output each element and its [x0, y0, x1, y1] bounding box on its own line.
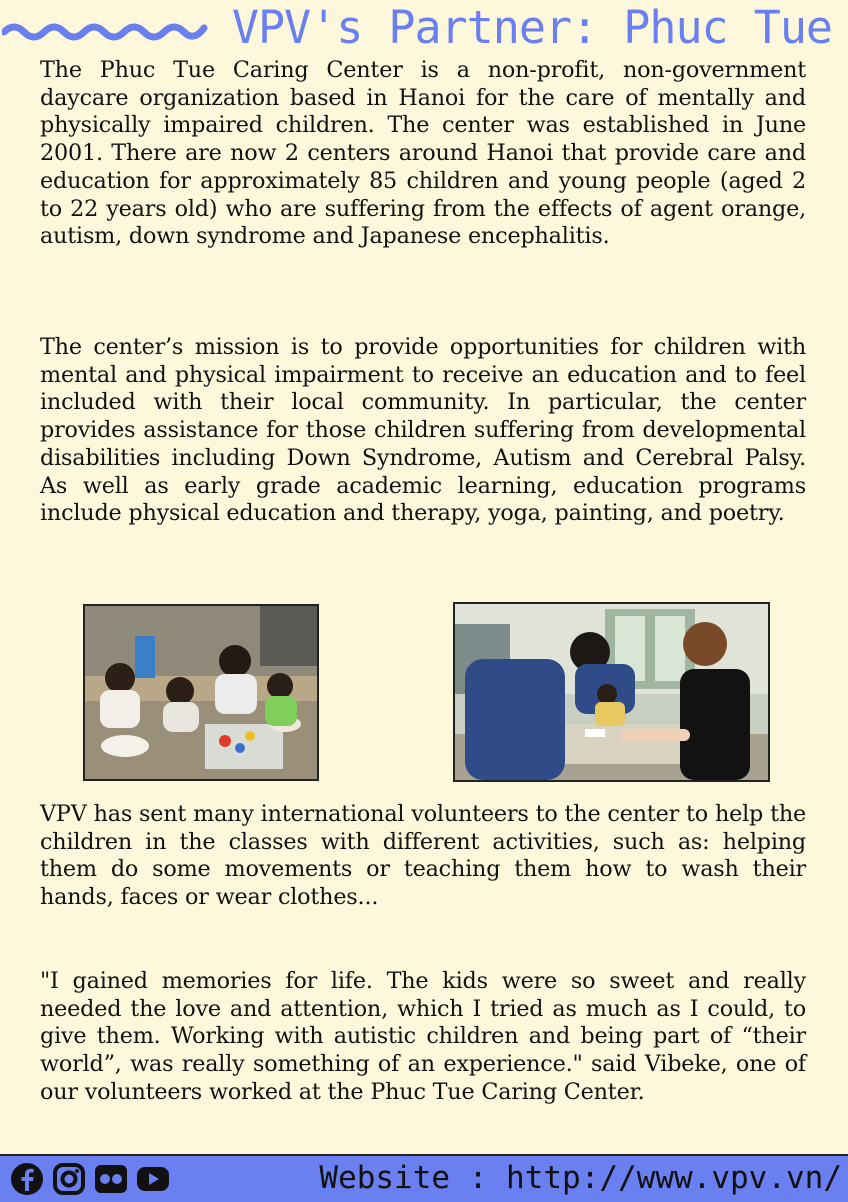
mission-paragraph: The center’s mission is to provide opportunities for children with mental and physical impairment to receive an education and to feel included with their local community. In particular, the center provides assistance for those children suffering from developmental disabilities including Down Syndrome, Autism and Cerebral Palsy. As well as early grade academic learning, education programs include physical education and therapy, yoga, painting, and poetry. [40, 334, 806, 527]
children-painting-photo [83, 604, 319, 781]
social-links [10, 1162, 170, 1196]
footer [0, 1154, 848, 1202]
instagram-icon[interactable] [52, 1162, 86, 1196]
wave-decoration [2, 14, 216, 44]
flickr-icon[interactable] [94, 1162, 128, 1196]
youtube-icon[interactable] [136, 1162, 170, 1196]
page-title: VPV's Partner: Phuc Tue [231, 1, 832, 54]
volunteers-paragraph: VPV has sent many international volunteers to the center to help the children in the classes with different activities, such as: helping them do some movements or teaching them how to wash their hands, faces or wear clothes... [40, 801, 806, 911]
quote-paragraph: "I gained memories for life. The kids were so sweet and really needed the love and attention, which I tried as much as I could, to give them. Working with autistic children and being part of “their world”, was really something of an experience." said Vibeke, one of our volunteers worked at the Phuc Tue Caring Center. [40, 968, 806, 1105]
intro-paragraph: The Phuc Tue Caring Center is a non-profit, non-government daycare organization based in Hanoi for the care of mentally and physically impaired children. The center was established in June 2001. There are now 2 centers around Hanoi that provide care and education for approximately 85 children and young people (aged 2 to 22 years old) who are suffering from the effects of agent orange, autism, down syndrome and Japanese encephalitis. [40, 57, 806, 250]
header [0, 0, 848, 56]
facebook-icon[interactable] [10, 1162, 44, 1196]
volunteer-teaching-photo [453, 602, 770, 782]
website-link[interactable]: Website : http://www.vpv.vn/ [319, 1160, 842, 1196]
